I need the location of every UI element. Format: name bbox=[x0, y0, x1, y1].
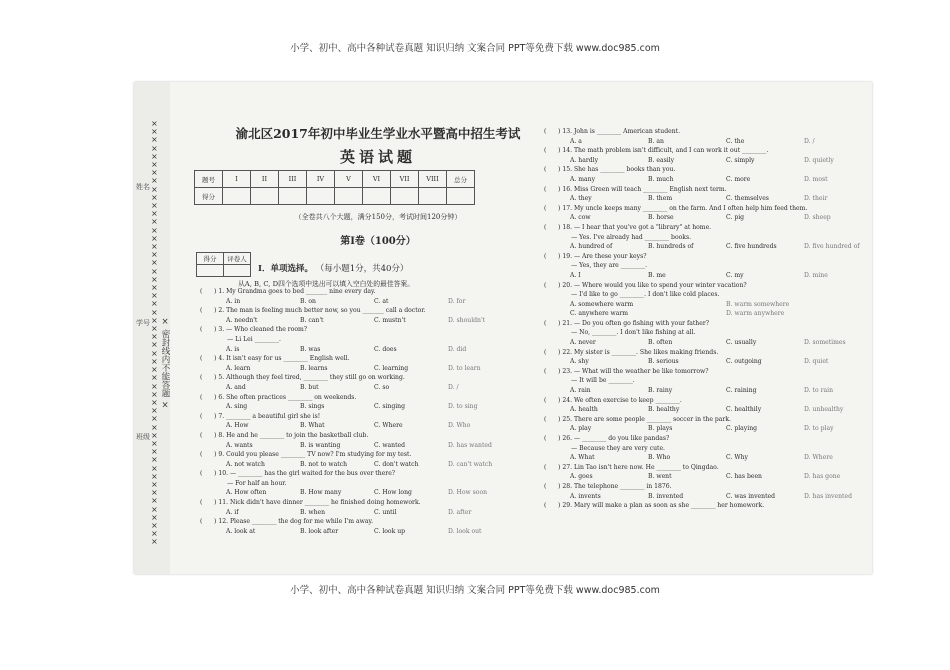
question-line: ( ) 2. The man is feeling much better now, so you _______ call a doctor. bbox=[200, 307, 426, 315]
answer-option: A. many bbox=[570, 175, 596, 183]
answer-option: D. sheep bbox=[804, 214, 831, 222]
answer-option: B. learns bbox=[300, 364, 328, 372]
question-line: — Yes, they are ________. bbox=[544, 262, 648, 270]
answer-option: C. so bbox=[374, 383, 390, 391]
question-line: ( ) 11. Nick didn't have dinner ________ he finished doing homework. bbox=[200, 499, 421, 507]
answer-options bbox=[200, 345, 522, 355]
answer-options bbox=[544, 405, 872, 415]
answer-options bbox=[200, 364, 522, 374]
answer-options bbox=[200, 297, 522, 307]
answer-options bbox=[544, 309, 872, 319]
answer-option: A. somewhere warm bbox=[570, 300, 634, 308]
question-line: ( ) 29. Mary will make a plan as soon as she ________ her homework. bbox=[544, 502, 765, 510]
answer-option: D. quietly bbox=[804, 156, 834, 164]
answer-option: C. was invented bbox=[726, 492, 776, 500]
question-line: — I'd like to go ________. I don't like cold places. bbox=[544, 291, 720, 299]
score-cell bbox=[419, 188, 447, 205]
answer-options bbox=[544, 242, 872, 252]
score-cell: V bbox=[335, 171, 363, 188]
answer-option: B. not to watch bbox=[300, 460, 348, 468]
answer-option: C. mustn't bbox=[374, 316, 406, 324]
answer-options bbox=[544, 472, 872, 482]
grader-name-cell bbox=[224, 265, 251, 277]
exam-subtitle: 英语试题 bbox=[339, 148, 416, 166]
score-cell: IV bbox=[307, 171, 335, 188]
answer-option: B. serious bbox=[648, 358, 679, 366]
question-line: ( ) 27. Lin Tao isn't here now. He ________ to Qingdao. bbox=[544, 463, 719, 471]
answer-option: B. look after bbox=[300, 527, 339, 535]
answer-option: C. healthily bbox=[726, 406, 762, 414]
answer-option: B. How many bbox=[300, 489, 342, 497]
answer-option: B. but bbox=[300, 383, 319, 391]
answer-option: C. raining bbox=[726, 387, 757, 395]
exam-paper-photo bbox=[134, 82, 872, 574]
score-table-score-row bbox=[195, 188, 475, 205]
answer-option: C. has been bbox=[726, 473, 762, 481]
answer-option: B. easily bbox=[648, 156, 675, 164]
score-cell bbox=[447, 188, 475, 205]
answer-options bbox=[544, 213, 872, 223]
answer-options bbox=[544, 492, 872, 502]
answer-option: D. has invented bbox=[804, 492, 852, 500]
answer-options bbox=[544, 357, 872, 367]
answer-option: A. I bbox=[570, 271, 581, 279]
score-cell: VIII bbox=[419, 171, 447, 188]
question-line: ( ) 23. — What will the weather be like tomorrow? bbox=[544, 367, 709, 375]
score-cell bbox=[363, 188, 391, 205]
grader-name-label: 评卷人 bbox=[224, 253, 251, 265]
answer-option: A. wants bbox=[226, 441, 253, 449]
section-instructions: 从A, B, C, D四个选项中选出可以填入空白处的最佳答案。 bbox=[238, 280, 415, 288]
answer-options bbox=[544, 338, 872, 348]
answer-option: B. me bbox=[648, 271, 666, 279]
answer-options bbox=[544, 424, 872, 434]
answer-option: B. invented bbox=[648, 492, 684, 500]
answer-option: A. hardly bbox=[570, 156, 599, 164]
answer-option: B. on bbox=[300, 297, 316, 305]
answer-option: C. outgoing bbox=[726, 358, 762, 366]
answer-option: B. can't bbox=[300, 316, 324, 324]
question-line: — No, ________. I don't like fishing at all. bbox=[544, 329, 696, 337]
answer-option: A. they bbox=[570, 195, 592, 203]
answer-option: B. much bbox=[648, 175, 674, 183]
answer-option: C. more bbox=[726, 175, 751, 183]
answer-option: A. and bbox=[226, 383, 246, 391]
answer-option: B. when bbox=[300, 508, 326, 516]
answer-option: A. sing bbox=[226, 403, 248, 411]
answer-option: C. playing bbox=[726, 425, 758, 433]
answer-option: D. their bbox=[804, 195, 828, 203]
answer-option: C. learning bbox=[374, 364, 409, 372]
answer-option: B. Who bbox=[648, 454, 671, 462]
answer-option: D. How soon bbox=[448, 489, 488, 497]
answer-option: D. unhealthy bbox=[804, 406, 844, 414]
score-cell: II bbox=[251, 171, 279, 188]
question-line: ( ) 9. Could you please ________ TV now? I'm studying for my test. bbox=[200, 451, 412, 459]
answer-option: C. pig bbox=[726, 214, 745, 222]
score-cell bbox=[391, 188, 419, 205]
answer-option: D. sometimes bbox=[804, 339, 846, 347]
answer-option: B. warm somewhere bbox=[726, 300, 790, 308]
answer-options bbox=[544, 453, 872, 463]
answer-option: A. in bbox=[226, 297, 241, 305]
answer-option: B. plays bbox=[648, 425, 673, 433]
answer-option: C. at bbox=[374, 297, 389, 305]
answer-option: B. them bbox=[648, 195, 673, 203]
answer-option: C. wanted bbox=[374, 441, 406, 449]
answer-option: A. How bbox=[226, 422, 249, 430]
section-heading bbox=[258, 262, 408, 274]
binding-label-name: 姓名 bbox=[136, 183, 150, 191]
question-line: — For half an hour. bbox=[200, 479, 287, 487]
answer-option: A. not watch bbox=[226, 460, 265, 468]
answer-option: A. hundred of bbox=[570, 243, 613, 251]
answer-option: A. never bbox=[570, 339, 596, 347]
answer-options bbox=[200, 316, 522, 326]
answer-option: D. / bbox=[804, 137, 815, 145]
answer-option: D. to play bbox=[804, 425, 834, 433]
answer-options bbox=[200, 441, 522, 451]
score-cell: 总分 bbox=[447, 171, 475, 188]
question-line: — Because they are very cute. bbox=[544, 444, 665, 452]
question-line: ( ) 18. — I hear that you've got a "library" at home. bbox=[544, 223, 712, 231]
answer-option: D. / bbox=[448, 383, 459, 391]
answer-option: D. has wanted bbox=[448, 441, 492, 449]
answer-option: D. quiet bbox=[804, 358, 829, 366]
question-line: ( ) 12. Please ________ the dog for me while I'm away. bbox=[200, 518, 374, 526]
answer-options bbox=[200, 421, 522, 431]
answer-option: A. play bbox=[570, 425, 592, 433]
answer-option: C. Why bbox=[726, 454, 748, 462]
page-header-banner: 小学、初中、高中各种试卷真题 知识归纳 文案合同 PPT等免费下载 www.doc985.com bbox=[290, 43, 660, 54]
question-line: ( ) 21. — Do you often go fishing with your father? bbox=[544, 319, 710, 327]
question-line: ( ) 4. It isn't easy for us ________ English well. bbox=[200, 355, 350, 363]
answer-option: D. Who bbox=[448, 422, 471, 430]
answer-options bbox=[544, 386, 872, 396]
question-column-left bbox=[200, 287, 522, 536]
answer-option: A. How often bbox=[226, 489, 267, 497]
question-line: ( ) 14. The math problem isn't difficult, and I can work it out ________. bbox=[544, 147, 769, 155]
answer-option: B. sings bbox=[300, 403, 325, 411]
answer-option: A. if bbox=[226, 508, 239, 516]
answer-option: C. look up bbox=[374, 527, 406, 535]
answer-option: D. for bbox=[448, 297, 466, 305]
answer-options bbox=[200, 383, 522, 393]
answer-option: C. Where bbox=[374, 422, 403, 430]
answer-option: D. to rain bbox=[804, 387, 834, 395]
answer-option: D. after bbox=[448, 508, 472, 516]
score-table-header-row bbox=[195, 171, 475, 188]
answer-option: C. singing bbox=[374, 403, 405, 411]
score-cell: 得分 bbox=[195, 188, 223, 205]
score-cell: III bbox=[279, 171, 307, 188]
grader-score-cell bbox=[197, 265, 224, 277]
answer-option: D. can't watch bbox=[448, 460, 493, 468]
answer-option: A. is bbox=[226, 345, 240, 353]
question-line: ( ) 5. Although they feel tired, ________ they still go on working. bbox=[200, 374, 405, 382]
section-title: I．单项选择。 bbox=[258, 264, 313, 274]
answer-option: B. is wanting bbox=[300, 441, 341, 449]
answer-option: C. simply bbox=[726, 156, 755, 164]
grader-table bbox=[196, 252, 251, 277]
answer-options bbox=[544, 175, 872, 185]
score-cell: I bbox=[223, 171, 251, 188]
score-cell bbox=[307, 188, 335, 205]
answer-option: D. five hundred of bbox=[804, 243, 860, 251]
question-line: ( ) 13. John is ________ American student. bbox=[544, 128, 681, 135]
answer-option: D. mine bbox=[804, 271, 828, 279]
score-cell bbox=[223, 188, 251, 205]
question-line: ( ) 26. — ________ do you like pandas? bbox=[544, 435, 670, 442]
answer-option: D. look out bbox=[448, 527, 482, 535]
answer-option: B. an bbox=[648, 137, 664, 145]
question-line: ( ) 19. — Are these your keys? bbox=[544, 252, 647, 260]
answer-option: A. cow bbox=[570, 214, 591, 222]
answer-option: B. rainy bbox=[648, 387, 673, 395]
answer-option: C. five hundreds bbox=[726, 243, 777, 251]
answer-option: A. shy bbox=[570, 358, 589, 366]
answer-option: C. until bbox=[374, 508, 397, 516]
score-cell: 题号 bbox=[195, 171, 223, 188]
question-line: ( ) 3. — Who cleaned the room? bbox=[200, 326, 308, 334]
answer-options bbox=[200, 402, 522, 412]
answer-options bbox=[200, 508, 522, 518]
question-line: ( ) 15. She has ________ books than you. bbox=[544, 166, 676, 174]
answer-options bbox=[544, 271, 872, 281]
answer-options bbox=[544, 300, 872, 310]
exam-note: （全卷共八个大题，满分150分，考试时间120分钟） bbox=[294, 213, 462, 221]
answer-options bbox=[544, 156, 872, 166]
question-line: ( ) 22. My sister is ________. She likes making friends. bbox=[544, 348, 719, 356]
answer-option: A. needn't bbox=[226, 316, 258, 324]
answer-option: B. often bbox=[648, 339, 673, 347]
answer-options bbox=[544, 194, 872, 204]
question-line: — Yes. I've already had ________ books. bbox=[544, 233, 692, 241]
answer-options bbox=[544, 137, 872, 147]
score-table bbox=[194, 170, 475, 205]
binding-label-class: 班级 bbox=[136, 433, 150, 441]
score-cell: VII bbox=[391, 171, 419, 188]
answer-options bbox=[200, 527, 522, 537]
page-footer-banner: 小学、初中、高中各种试卷真题 知识归纳 文案合同 PPT等免费下载 www.doc985.com bbox=[290, 585, 660, 596]
answer-option: D. has gone bbox=[804, 473, 841, 481]
binding-margin bbox=[134, 82, 170, 574]
answer-option: D. did bbox=[448, 345, 467, 353]
answer-option: C. my bbox=[726, 271, 744, 279]
answer-option: C. the bbox=[726, 137, 745, 145]
answer-option: D. to learn bbox=[448, 364, 481, 372]
score-cell bbox=[251, 188, 279, 205]
answer-option: C. How long bbox=[374, 489, 412, 497]
question-line: ( ) 28. The telephone ________ in 1876. bbox=[544, 482, 672, 490]
part-title: 第I卷（100分） bbox=[340, 236, 416, 247]
section-score: （每小题1分，共40分） bbox=[315, 264, 409, 274]
seal-line-warning: × 密封线内不能答题 × bbox=[160, 317, 170, 411]
answer-option: A. look at bbox=[226, 527, 256, 535]
question-line: ( ) 17. My uncle keeps many ________ on the farm. And I often help him feed them. bbox=[544, 204, 808, 212]
answer-option: C. does bbox=[374, 345, 397, 353]
question-line: — Li Lei ________. bbox=[200, 335, 281, 343]
answer-option: D. to sing bbox=[448, 403, 478, 411]
question-column-right bbox=[544, 127, 872, 511]
answer-option: C. usually bbox=[726, 339, 757, 347]
score-cell bbox=[335, 188, 363, 205]
answer-option: B. was bbox=[300, 345, 321, 353]
answer-option: A. invents bbox=[570, 492, 601, 500]
answer-option: B. hundreds of bbox=[648, 243, 694, 251]
answer-option: D. Where bbox=[804, 454, 833, 462]
exam-title: 渝北区2017年初中毕业生学业水平暨高中招生考试 bbox=[235, 126, 521, 141]
answer-option: B. healthy bbox=[648, 406, 680, 414]
answer-option: B. What bbox=[300, 422, 325, 430]
question-line: ( ) 25. There are some people ________ soccer in the park. bbox=[544, 415, 731, 423]
answer-option: A. goes bbox=[570, 473, 593, 481]
score-cell bbox=[279, 188, 307, 205]
question-line: — It will be ________. bbox=[544, 377, 635, 385]
question-line: ( ) 20. — Where would you like to spend your winter vacation? bbox=[544, 281, 747, 289]
grader-score-label: 得分 bbox=[197, 253, 224, 265]
answer-option: C. don't watch bbox=[374, 460, 419, 468]
answer-option: A. a bbox=[570, 137, 582, 145]
answer-option: C. anywhere warm bbox=[570, 310, 629, 318]
question-line: ( ) 10. — ________ has the girl waited for the bus over there? bbox=[200, 470, 396, 478]
answer-option: D. warm anywhere bbox=[726, 310, 785, 318]
answer-option: C. themselves bbox=[726, 195, 769, 203]
answer-option: D. shouldn't bbox=[448, 316, 486, 324]
question-line: ( ) 1. My Grandma goes to bed _______ nine every day. bbox=[200, 288, 376, 295]
answer-options bbox=[200, 488, 522, 498]
question-line: ( ) 8. He and he ________ to join the basketball club. bbox=[200, 431, 369, 439]
question-line: ( ) 7. ________ a beautiful girl she is! bbox=[200, 412, 321, 420]
question-line: ( ) 16. Miss Green will teach ________ English next term. bbox=[544, 185, 727, 193]
answer-option: A. learn bbox=[226, 364, 251, 372]
binding-label-number: 学号 bbox=[136, 319, 150, 327]
answer-option: D. most bbox=[804, 175, 828, 183]
question-line: ( ) 24. We often exercise to keep ________. bbox=[544, 396, 682, 404]
answer-option: B. went bbox=[648, 473, 672, 481]
answer-option: A. rain bbox=[570, 387, 591, 395]
score-cell: VI bbox=[363, 171, 391, 188]
answer-options bbox=[200, 460, 522, 470]
answer-option: A. health bbox=[570, 406, 598, 414]
answer-option: A. What bbox=[570, 454, 595, 462]
question-line: ( ) 6. She often practices ________ on weekends. bbox=[200, 393, 357, 401]
seal-line-marks: ×××××××××××××××××××××××××××××××××××××××××××××××××××× bbox=[151, 119, 158, 547]
answer-option: B. horse bbox=[648, 214, 674, 222]
